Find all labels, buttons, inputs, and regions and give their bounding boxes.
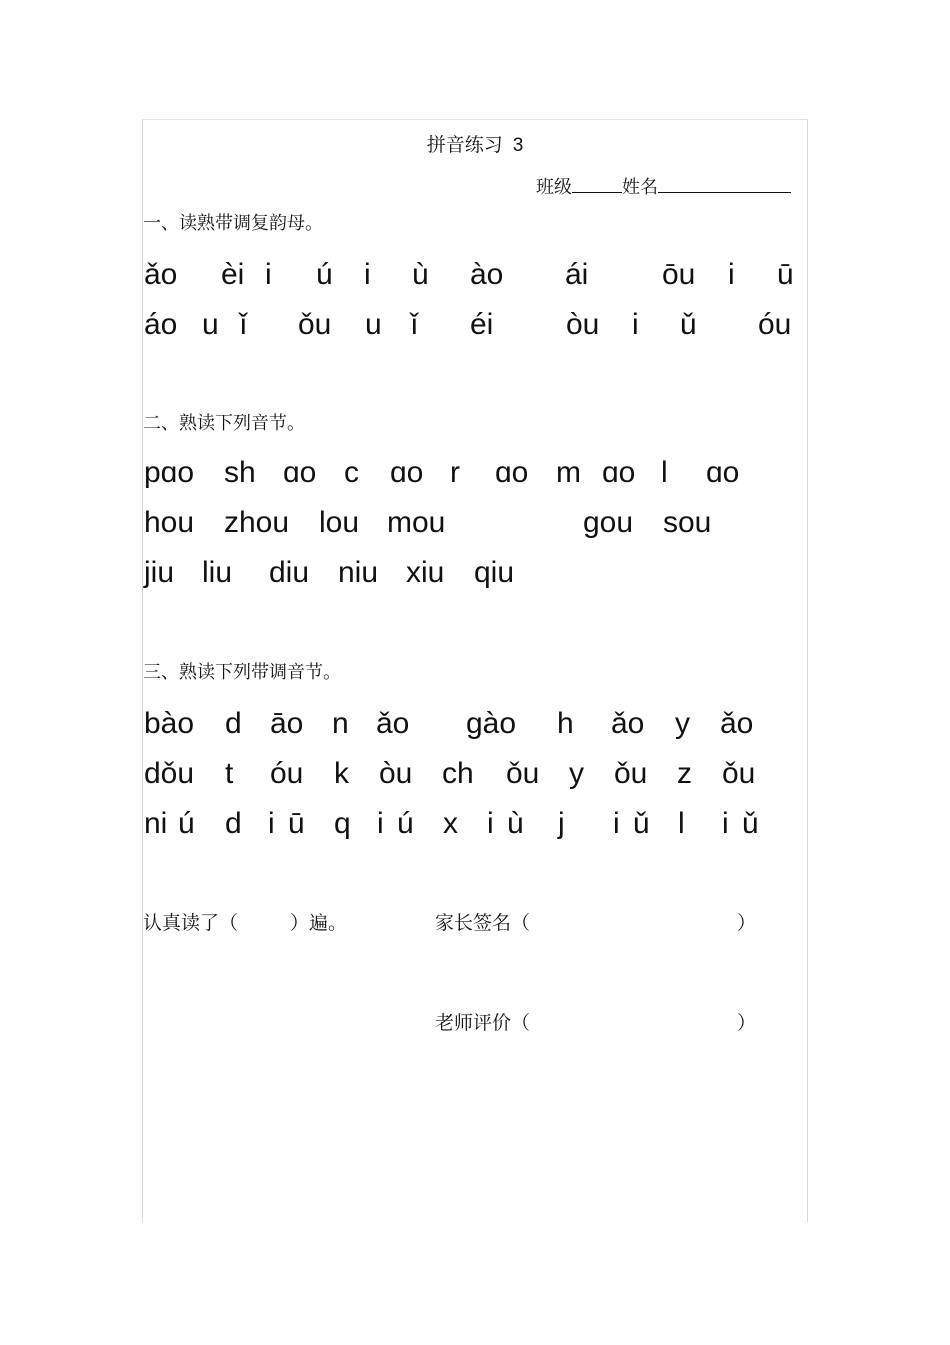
syllable: āo	[270, 707, 304, 740]
syllable: óu	[270, 757, 304, 790]
syllable: ǒu	[298, 308, 332, 341]
syllable: d	[225, 707, 242, 740]
syllable: òu	[566, 308, 600, 341]
syllable: ch	[442, 757, 474, 790]
syllable: r	[450, 456, 460, 489]
teacher-evaluation-close: ）	[737, 1012, 757, 1034]
syllable: ǒu	[722, 757, 756, 790]
syllable: ū	[777, 258, 794, 291]
syllable: ū	[288, 807, 305, 840]
syllable: òu	[379, 757, 413, 790]
syllable: ái	[565, 258, 589, 291]
syllable: ào	[470, 258, 504, 291]
syllable: áo	[144, 308, 178, 341]
syllable: bào	[144, 707, 195, 740]
syllable: èi	[221, 258, 245, 291]
page-title	[0, 130, 950, 157]
teacher-evaluation-label: 老师评价（	[435, 1012, 531, 1034]
syllable: ɡou	[583, 506, 634, 539]
syllable: i	[632, 308, 639, 341]
syllable: ǎo	[611, 707, 645, 740]
syllable: q	[334, 807, 351, 840]
section-2-heading: 二、熟读下列音节。	[143, 413, 305, 434]
syllable: mou	[387, 506, 446, 539]
syllable: ɑo	[706, 456, 740, 489]
syllable: ǎo	[144, 258, 178, 291]
section-3-heading: 三、熟读下列带调音节。	[143, 662, 341, 683]
syllable: ǔ	[680, 308, 697, 341]
section-1-heading: 一、读熟带调复韵母。	[143, 213, 323, 234]
syllable: ǎo	[376, 707, 410, 740]
class-blank[interactable]	[572, 172, 622, 193]
syllable: ɑo	[390, 456, 424, 489]
syllable: k	[334, 757, 349, 790]
syllable: z	[677, 757, 692, 790]
syllable: zhou	[224, 506, 290, 539]
syllable: y	[569, 757, 584, 790]
syllable: ɡào	[466, 707, 517, 740]
syllable: c	[344, 456, 359, 489]
syllable: lou	[319, 506, 360, 539]
syllable: i	[265, 258, 272, 291]
syllable: ǒu	[614, 757, 648, 790]
title-text: 拼音练习	[426, 134, 503, 156]
name-label: 姓名	[622, 177, 658, 198]
syllable: i	[268, 807, 275, 840]
syllable: dǒu	[144, 757, 195, 790]
syllable: l	[661, 456, 668, 489]
syllable: ǔ	[742, 807, 759, 840]
syllable: i	[728, 258, 735, 291]
syllable: m	[556, 456, 581, 489]
syllable: ǒu	[506, 757, 540, 790]
read-count-line	[143, 908, 347, 935]
title-number: 3	[512, 135, 524, 156]
syllable: ɑo	[495, 456, 529, 489]
syllable: x	[443, 807, 458, 840]
syllable: j	[558, 807, 565, 840]
syllable: ú	[316, 258, 333, 291]
class-label: 班级	[536, 177, 572, 198]
syllable: i	[377, 807, 384, 840]
syllable: n	[332, 707, 349, 740]
syllable: ǐ	[411, 308, 418, 341]
read-count-prefix: 认真读了（	[143, 912, 239, 934]
syllable: pɑo	[144, 456, 195, 489]
syllable: sou	[663, 506, 712, 539]
syllable: y	[675, 707, 690, 740]
syllable: qiu	[474, 556, 515, 589]
parent-signature-label: 家长签名（	[435, 912, 531, 934]
syllable: h	[557, 707, 574, 740]
syllable: hou	[144, 506, 195, 539]
syllable: ōu	[662, 258, 696, 291]
syllable: sh	[224, 456, 256, 489]
syllable: ǎo	[720, 707, 754, 740]
syllable: l	[678, 807, 685, 840]
syllable: liu	[202, 556, 233, 589]
syllable: ú	[397, 807, 414, 840]
syllable: éi	[470, 308, 494, 341]
syllable: ǔ	[633, 807, 650, 840]
syllable: óu	[758, 308, 792, 341]
class-name-line	[536, 172, 791, 199]
syllable: ù	[412, 258, 429, 291]
parent-signature-close: ）	[737, 912, 757, 934]
syllable: ni	[144, 807, 168, 840]
syllable: i	[613, 807, 620, 840]
syllable: jiu	[144, 556, 175, 589]
read-count-suffix: ）遍。	[290, 912, 348, 934]
syllable: u	[202, 308, 219, 341]
syllable: t	[225, 757, 234, 790]
syllable: i	[487, 807, 494, 840]
syllable: ú	[178, 807, 195, 840]
syllable: i	[722, 807, 729, 840]
syllable: diu	[269, 556, 310, 589]
syllable: ǐ	[240, 308, 247, 341]
syllable: xiu	[406, 556, 445, 589]
syllable: i	[364, 258, 371, 291]
syllable: niu	[338, 556, 379, 589]
name-blank[interactable]	[658, 172, 791, 193]
syllable: ɑo	[283, 456, 317, 489]
syllable: ɑo	[602, 456, 636, 489]
syllable: d	[225, 807, 242, 840]
syllable: ù	[507, 807, 524, 840]
syllable: u	[365, 308, 382, 341]
